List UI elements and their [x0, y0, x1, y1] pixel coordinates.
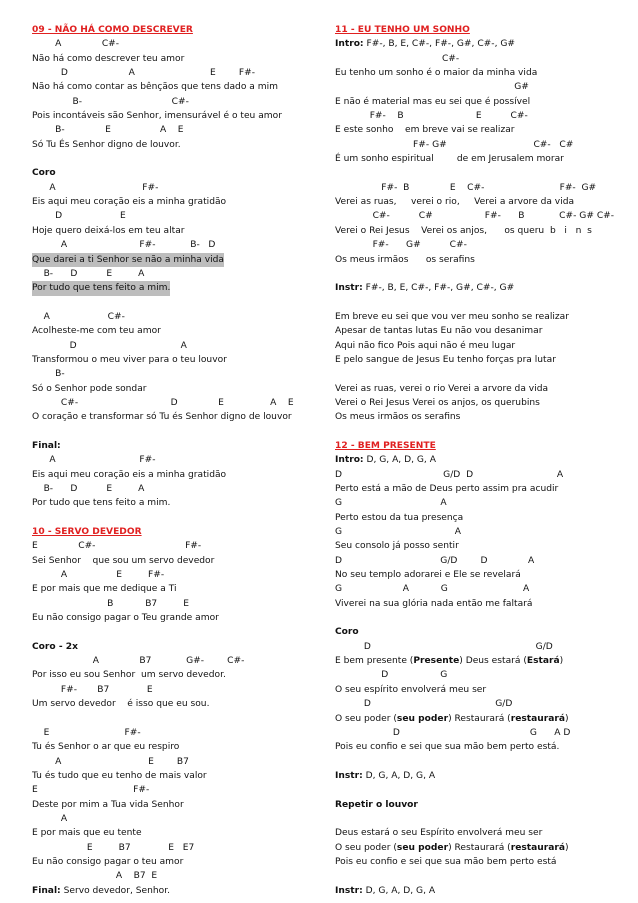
lyric-or-chord-line: Verei o Rei Jesus Verei os anjos, os queru b i n s: [335, 225, 592, 236]
song-line: [335, 625, 631, 639]
song-line: [32, 769, 332, 783]
lyric-or-chord-line: Tu és Senhor o ar que eu respiro: [32, 742, 180, 753]
song-line: [335, 597, 631, 611]
song-line: [32, 453, 332, 467]
lyric-or-chord-line: Pois eu confio e sei que sua mão bem perto está: [335, 856, 557, 867]
lyric-or-chord-line: A F#- B- D: [32, 240, 216, 251]
song-line: [335, 798, 631, 812]
lyric-or-chord-line: Deste por mim a Tua vida Senhor: [32, 799, 184, 810]
lyric-fragment: O seu poder (: [335, 713, 397, 724]
song-line: [32, 697, 332, 711]
song-line: [335, 884, 631, 898]
section-label: Coro: [32, 168, 56, 179]
song-line: [32, 353, 332, 367]
lyric-or-chord-line: Perto está a mão de Deus perto assim pra acudir: [335, 484, 559, 494]
song-line: [32, 181, 332, 195]
line-text: F#-, B, E, C#-, F#-, G#, C#-, G#: [362, 283, 515, 294]
lyric-or-chord-line: Tu és tudo que eu tenho de mais valor: [32, 770, 207, 781]
line-text: Servo devedor, Senhor.: [60, 885, 170, 896]
lyric-or-chord-line: G A: [335, 498, 447, 509]
song-line: [335, 668, 631, 682]
right-column: [335, 23, 631, 898]
lyric-or-chord-line: C#- C# F#- B C#- G# C#-: [335, 211, 615, 222]
song-line: [335, 539, 631, 553]
song-line: [32, 511, 332, 525]
lyric-fragment: ): [564, 842, 569, 853]
section-label: Coro - 2x: [32, 641, 78, 652]
lyric-or-chord-line: Um servo devedor é isso que eu sou.: [32, 699, 210, 710]
lyric-or-chord-line: A B7 E: [32, 871, 158, 882]
song-line: [335, 468, 631, 482]
lyric-or-chord-line: Eu tenho um sonho é o maior da minha vida: [335, 68, 538, 79]
song-line: [335, 812, 631, 826]
lyric-or-chord-line: B B7 E: [32, 598, 189, 609]
lyric-or-chord-line: E F#-: [32, 785, 150, 796]
song-line: [335, 224, 631, 238]
song-line: [32, 611, 332, 625]
lyric-or-chord-line: F#- B7 E: [32, 684, 153, 695]
song-line: [335, 496, 631, 510]
song-line: [32, 80, 332, 94]
song-line: [335, 783, 631, 797]
lyric-or-chord-line: Pois eu confio e sei que sua mão bem perto está.: [335, 742, 560, 753]
song-line: [32, 339, 332, 353]
lyric-or-chord-line: C#-: [335, 53, 460, 64]
section-label: Final:: [32, 440, 61, 451]
song-line: [32, 396, 332, 410]
song-title: 10 - SERVO DEVEDOR: [32, 527, 142, 538]
song-line: [32, 712, 332, 726]
lyric-or-chord-line: C#- D E A E: [32, 397, 294, 408]
song-line: [335, 339, 631, 353]
song-line: [335, 166, 631, 180]
lyric-or-chord-line: Deus estará o seu Espírito envolverá meu ser: [335, 828, 543, 839]
song-line: [335, 453, 631, 467]
song-line: [335, 568, 631, 582]
song-line: [335, 253, 631, 267]
lyric-fragment: E bem presente (: [335, 656, 414, 667]
song-line: [335, 769, 631, 783]
lyric-or-chord-line: D E: [32, 211, 126, 222]
song-line: [335, 841, 631, 855]
lyric-or-chord-line: D A: [32, 340, 187, 351]
song-line: [32, 224, 332, 238]
song-title: 09 - NÃO HÁ COMO DESCREVER: [32, 25, 193, 35]
lyric-or-chord-line: Os meus irmãos os serafins: [335, 254, 475, 265]
song-line: [32, 668, 332, 682]
song-line: [32, 740, 332, 754]
line-label: Instr:: [335, 283, 363, 294]
lyric-or-chord-line: E C#- F#-: [32, 541, 202, 552]
song-line: [32, 468, 332, 482]
song-title: 12 - BEM PRESENTE: [335, 440, 436, 451]
lyric-or-chord-line: Aqui não fico Pois aqui não é meu lugar: [335, 340, 516, 351]
song-line: [32, 869, 332, 883]
song-line: [32, 755, 332, 769]
song-line: [335, 697, 631, 711]
lyric-fragment: ): [564, 713, 569, 724]
song-line: [335, 525, 631, 539]
song-line: [32, 267, 332, 281]
lyric-or-chord-line: E não é material mas eu sei que é possível: [335, 96, 531, 107]
song-line: [32, 625, 332, 639]
lyric-or-chord-line: Hoje quero deixá-los em teu altar: [32, 225, 185, 236]
lyric-or-chord-line: A F#-: [32, 455, 156, 466]
lyric-fragment: O seu poder (: [335, 842, 397, 853]
lyric-or-chord-line: Só o Senhor pode sondar: [32, 383, 147, 394]
song-line: [32, 253, 332, 267]
line-label: Instr:: [335, 885, 363, 896]
song-line: [335, 396, 631, 410]
song-line: [32, 597, 332, 611]
song-line: [335, 382, 631, 396]
song-line: [335, 138, 631, 152]
song-line: [32, 683, 332, 697]
song-line: [32, 496, 332, 510]
song-line: [335, 425, 631, 439]
lyric-or-chord-line: E B7 E E7: [32, 842, 195, 853]
song-line: [32, 783, 332, 797]
lyric-fragment: ) Restaurará (: [448, 713, 511, 724]
lyric-or-chord-line: E por mais que eu tente: [32, 828, 142, 839]
lyric-or-chord-line: Por isso eu sou Senhor um servo devedor.: [32, 670, 226, 681]
section-label: Repetir o louvor: [335, 799, 418, 810]
lyric-or-chord-line: A: [32, 813, 68, 824]
song-line: [335, 367, 631, 381]
song-line: [32, 166, 332, 180]
song-line: [335, 23, 631, 37]
lyric-or-chord-line: Sei Senhor que sou um servo devedor: [32, 555, 215, 566]
song-line: [32, 539, 332, 553]
song-line: [335, 310, 631, 324]
lyric-or-chord-line: G A: [335, 527, 462, 538]
left-column: [32, 23, 332, 898]
song-line: [32, 640, 332, 654]
lyric-or-chord-line: A E F#-: [32, 570, 165, 581]
lyric-fragment: ) Deus estará (: [459, 656, 527, 667]
lyric-or-chord-line: Seu consolo já posso sentir: [335, 541, 459, 552]
lyric-or-chord-line: Verei as ruas, verei o rio, Verei a arvore da vida: [335, 197, 575, 208]
song-line: [335, 52, 631, 66]
song-line: [32, 310, 332, 324]
song-line: [335, 209, 631, 223]
song-line: [335, 640, 631, 654]
lyric-or-chord-line: No seu templo adorarei e Ele se revelará: [335, 570, 521, 581]
lyric-or-chord-line: D G/D: [335, 699, 513, 710]
song-line: [32, 238, 332, 252]
song-line: [335, 324, 631, 338]
song-line: [335, 66, 631, 80]
song-line: [335, 654, 631, 668]
lyric-or-chord-line: A E B7: [32, 756, 189, 767]
lyric-or-chord-line: G#: [335, 82, 529, 93]
section-label: Coro: [335, 627, 359, 638]
lyric-or-chord-line: Verei as ruas, verei o rio Verei a arvore da vida: [335, 383, 549, 394]
song-line: [32, 123, 332, 137]
song-line: [32, 66, 332, 80]
lyric-fragment: ) Restaurará (: [448, 842, 511, 853]
lyric-or-chord-line: F#- G# C#-: [335, 240, 467, 251]
song-line: [335, 869, 631, 883]
lyric-or-chord-line: Só Tu És Senhor digno de louvor.: [32, 139, 181, 150]
lyric-or-chord-line: D G/D: [335, 641, 553, 652]
song-line: [32, 281, 332, 295]
lyric-or-chord-line: Perto estou da tua presença: [335, 512, 464, 523]
lyric-or-chord-line: D G/D D A: [335, 555, 535, 566]
lyric-or-chord-line: F#- G# C#- C#: [335, 139, 574, 150]
lyric-or-chord-line: D G/D D A: [335, 469, 564, 480]
song-line: [32, 109, 332, 123]
song-line: [335, 123, 631, 137]
lyric-or-chord-line: D G A D: [335, 727, 571, 738]
song-line: [335, 181, 631, 195]
song-line: [32, 525, 332, 539]
song-line: [32, 439, 332, 453]
lyric-or-chord-line: Eis aqui meu coração eis a minha gratidão: [32, 469, 227, 480]
line-label: Intro:: [335, 39, 364, 50]
lyric-or-chord-line: G A G A: [335, 584, 530, 595]
line-label: Intro:: [335, 455, 364, 466]
song-line: [335, 582, 631, 596]
line-text: D, G, A, D, G, A: [362, 885, 436, 896]
lyric-or-chord-line: B- D E A: [32, 484, 145, 494]
line-text: F#-, B, E, C#-, F#-, G#, C#-, G#: [363, 39, 516, 50]
song-line: [32, 152, 332, 166]
lyric-or-chord-line: O coração e transformar só Tu és Senhor digno de louvor: [32, 412, 292, 423]
song-line: [32, 296, 332, 310]
lyric-or-chord-line: B- E A E: [32, 125, 184, 136]
song-line: [335, 238, 631, 252]
line-label: Instr:: [335, 770, 363, 781]
song-line: [335, 109, 631, 123]
lyric-or-chord-line: E F#-: [32, 727, 141, 738]
song-line: [32, 582, 332, 596]
lyric-or-chord-line: Eis aqui meu coração eis a minha gratidão: [32, 197, 227, 208]
lyric-or-chord-line: Verei o Rei Jesus Verei os anjos, os querubins: [335, 397, 540, 408]
lyric-or-chord-line: Por tudo que tens feito a mim.: [32, 498, 171, 509]
song-line: [32, 209, 332, 223]
song-line: [335, 726, 631, 740]
lyric-or-chord-line: E por mais que me dedique a Ti: [32, 584, 177, 595]
song-line: [335, 439, 631, 453]
song-line: [32, 410, 332, 424]
song-line: [335, 712, 631, 726]
lyric-or-chord-line: O seu espírito envolverá meu ser: [335, 684, 487, 695]
lyric-or-chord-line: D G: [335, 670, 448, 681]
song-line: [32, 382, 332, 396]
song-line: [32, 654, 332, 668]
song-line: [32, 425, 332, 439]
lyric-or-chord-line: F#- B E C#- F#- G#: [335, 182, 597, 193]
song-line: [32, 367, 332, 381]
song-line: [32, 884, 332, 898]
lyric-or-chord-line: B- D E A: [32, 268, 145, 279]
song-line: [32, 195, 332, 209]
song-line: [32, 37, 332, 51]
song-line: [32, 726, 332, 740]
lyric-or-chord-line: Viverei na sua glória nada então me faltará: [335, 598, 533, 609]
lyric-or-chord-line: B- C#-: [32, 96, 189, 107]
line-label: Final:: [32, 885, 61, 896]
song-line: [335, 611, 631, 625]
song-line: [335, 826, 631, 840]
song-line: [32, 826, 332, 840]
lyric-or-chord-line: A B7 G#- C#-: [32, 656, 245, 667]
response-text: Presente: [413, 656, 460, 667]
lyric-fragment: ): [559, 656, 564, 667]
lyric-or-chord-line: Transformou o meu viver para o teu louvor: [32, 354, 227, 365]
response-text: seu poder: [396, 713, 449, 724]
song-line: [32, 482, 332, 496]
song-line: [335, 195, 631, 209]
line-text: D, G, A, D, G, A: [362, 770, 436, 781]
highlighted-lyric: Por tudo que tens feito a mim.: [32, 281, 170, 295]
lyric-or-chord-line: E este sonho em breve vai se realizar: [335, 125, 515, 136]
song-line: [335, 267, 631, 281]
song-line: [335, 152, 631, 166]
song-line: [335, 37, 631, 51]
line-text: D, G, A, D, G, A: [363, 455, 436, 466]
song-line: [32, 138, 332, 152]
lyric-or-chord-line: A C#-: [32, 39, 120, 50]
song-line: [335, 554, 631, 568]
highlighted-lyric: Que darei a ti Senhor se não a minha vida: [32, 253, 224, 267]
lyric-or-chord-line: E pelo sangue de Jesus Eu tenho forças pra lutar: [335, 354, 556, 365]
song-line: [32, 568, 332, 582]
song-line: [335, 95, 631, 109]
song-line: [335, 740, 631, 754]
lyric-or-chord-line: D A E F#-: [32, 68, 255, 79]
song-line: [335, 80, 631, 94]
song-line: [335, 511, 631, 525]
lyric-or-chord-line: Eu não consigo pagar o teu amor: [32, 856, 184, 867]
song-line: [32, 95, 332, 109]
lyric-or-chord-line: F#- B E C#-: [335, 111, 528, 122]
lyric-or-chord-line: Pois incontáveis são Senhor, imensurável é o teu amor: [32, 111, 282, 122]
song-title: 11 - EU TENHO UM SONHO: [335, 25, 470, 35]
lyric-or-chord-line: Os meus irmãos os serafins: [335, 412, 461, 423]
lyric-or-chord-line: Eu não consigo pagar o Teu grande amor: [32, 613, 219, 624]
song-line: [335, 410, 631, 424]
lyric-or-chord-line: Não há como contar as bênçãos que tens dado a mim: [32, 82, 278, 93]
lyric-or-chord-line: A F#-: [32, 182, 159, 193]
lyric-or-chord-line: B-: [32, 369, 65, 380]
song-line: [335, 353, 631, 367]
song-line: [335, 855, 631, 869]
song-line: [335, 755, 631, 769]
song-line: [335, 296, 631, 310]
lyric-or-chord-line: É um sonho espiritual de em Jerusalem morar: [335, 154, 564, 165]
song-line: [32, 324, 332, 338]
song-line: [32, 841, 332, 855]
song-line: [32, 554, 332, 568]
song-line: [32, 798, 332, 812]
song-line: [32, 812, 332, 826]
song-line: [335, 683, 631, 697]
lyric-or-chord-line: Em breve eu sei que vou ver meu sonho se realizar: [335, 311, 569, 322]
lyric-or-chord-line: Apesar de tantas lutas Eu não vou desanimar: [335, 326, 543, 337]
response-text: Estará: [526, 656, 560, 667]
lyric-or-chord-line: Não há como descrever teu amor: [32, 53, 185, 64]
response-text: restaurará: [510, 713, 565, 724]
song-line: [335, 482, 631, 496]
song-line: [32, 52, 332, 66]
response-text: restaurará: [510, 842, 565, 853]
song-line: [335, 281, 631, 295]
lyric-or-chord-line: A C#-: [32, 311, 125, 322]
song-line: [32, 23, 332, 37]
response-text: seu poder: [396, 842, 449, 853]
lyric-or-chord-line: Acolheste-me com teu amor: [32, 326, 161, 337]
song-line: [32, 855, 332, 869]
